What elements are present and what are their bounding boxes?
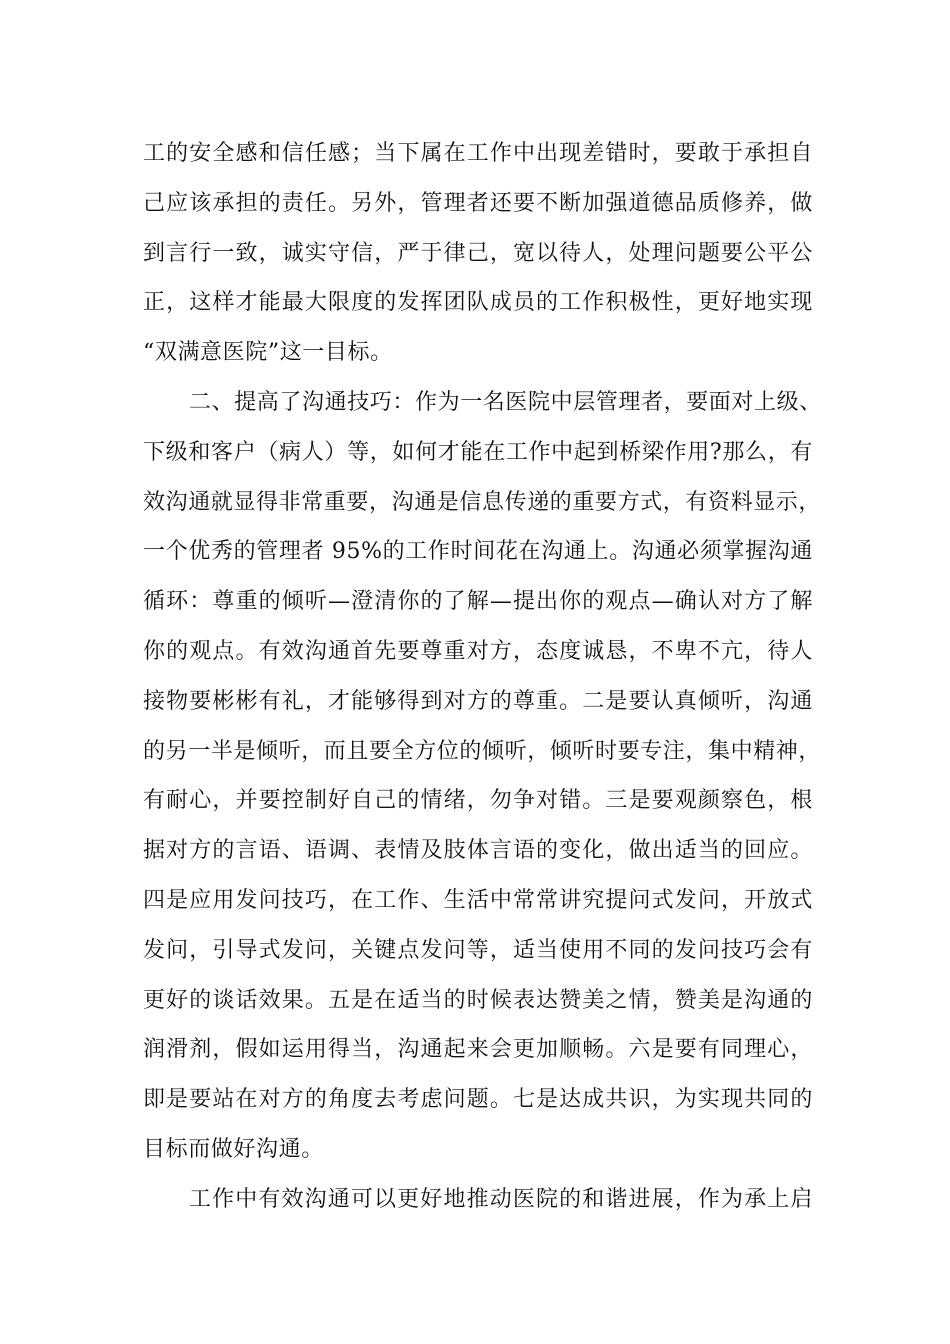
text-line-18: 更好的谈话效果。五是在适当的时候表达赞美之情，赞美是沟通的: [143, 987, 813, 1013]
text-line-12: 接物要彬彬有礼，才能够得到对方的尊重。二是要认真倾听，沟通: [143, 688, 813, 714]
text-line-16: 四是应用发问技巧，在工作、生活中常常讲究提问式发问，开放式: [143, 887, 813, 913]
text-line-13: 的另一半是倾听，而且要全方位的倾听，倾听时要专注，集中精神，: [143, 738, 822, 764]
text-line-19: 润滑剂，假如运用得当，沟通起来会更加顺畅。六是要有同理心，: [143, 1037, 813, 1063]
text-line-11: 你的观点。有效沟通首先要尊重对方，态度诚恳，不卑不亢，待人: [143, 638, 813, 664]
text-line-10: 循环：尊重的倾听—澄清你的了解—提出你的观点—确认对方了解: [143, 589, 813, 615]
text-line-3: 到言行一致，诚实守信，严于律己，宽以待人，处理问题要公平公: [143, 240, 813, 266]
text-line-20: 即是要站在对方的角度去考虑问题。七是达成共识，为实现共同的: [143, 1087, 813, 1113]
text-line-1: 工的安全感和信任感；当下属在工作中出现差错时，要敢于承担自: [143, 141, 813, 166]
text-line-15: 据对方的言语、语调、表情及肢体言语的变化，做出适当的回应。: [143, 838, 813, 864]
text-line-7: 下级和客户（病人）等，如何才能在工作中起到桥梁作用?那么，有: [143, 439, 813, 465]
text-line-22: 工作中有效沟通可以更好地推动医院的和谐进展，作为承上启: [189, 1186, 813, 1212]
text-line-6: 二、提高了沟通技巧：作为一名医院中层管理者，要面对上级、: [189, 389, 822, 415]
text-line-8: 效沟通就显得非常重要，沟通是信息传递的重要方式，有资料显示，: [143, 489, 822, 515]
text-line-21: 目标而做好沟通。: [143, 1136, 324, 1162]
body-text: [143, 129, 822, 1225]
text-line-17: 发问，引导式发问，关键点发问等，适当使用不同的发问技巧会有: [143, 937, 813, 963]
text-line-4: 正，这样才能最大限度的发挥团队成员的工作积极性，更好地实现: [143, 290, 813, 316]
text-line-9: 一个优秀的管理者 95%的工作时间花在沟通上。沟通必须掌握沟通: [143, 539, 813, 565]
text-line-14: 有耐心，并要控制好自己的情绪，勿争对错。三是要观颜察色，根: [143, 788, 813, 814]
text-line-5: “双满意医院”这一目标。: [143, 340, 393, 366]
text-line-2: 己应该承担的责任。另外，管理者还要不断加强道德品质修养，做: [143, 190, 813, 216]
